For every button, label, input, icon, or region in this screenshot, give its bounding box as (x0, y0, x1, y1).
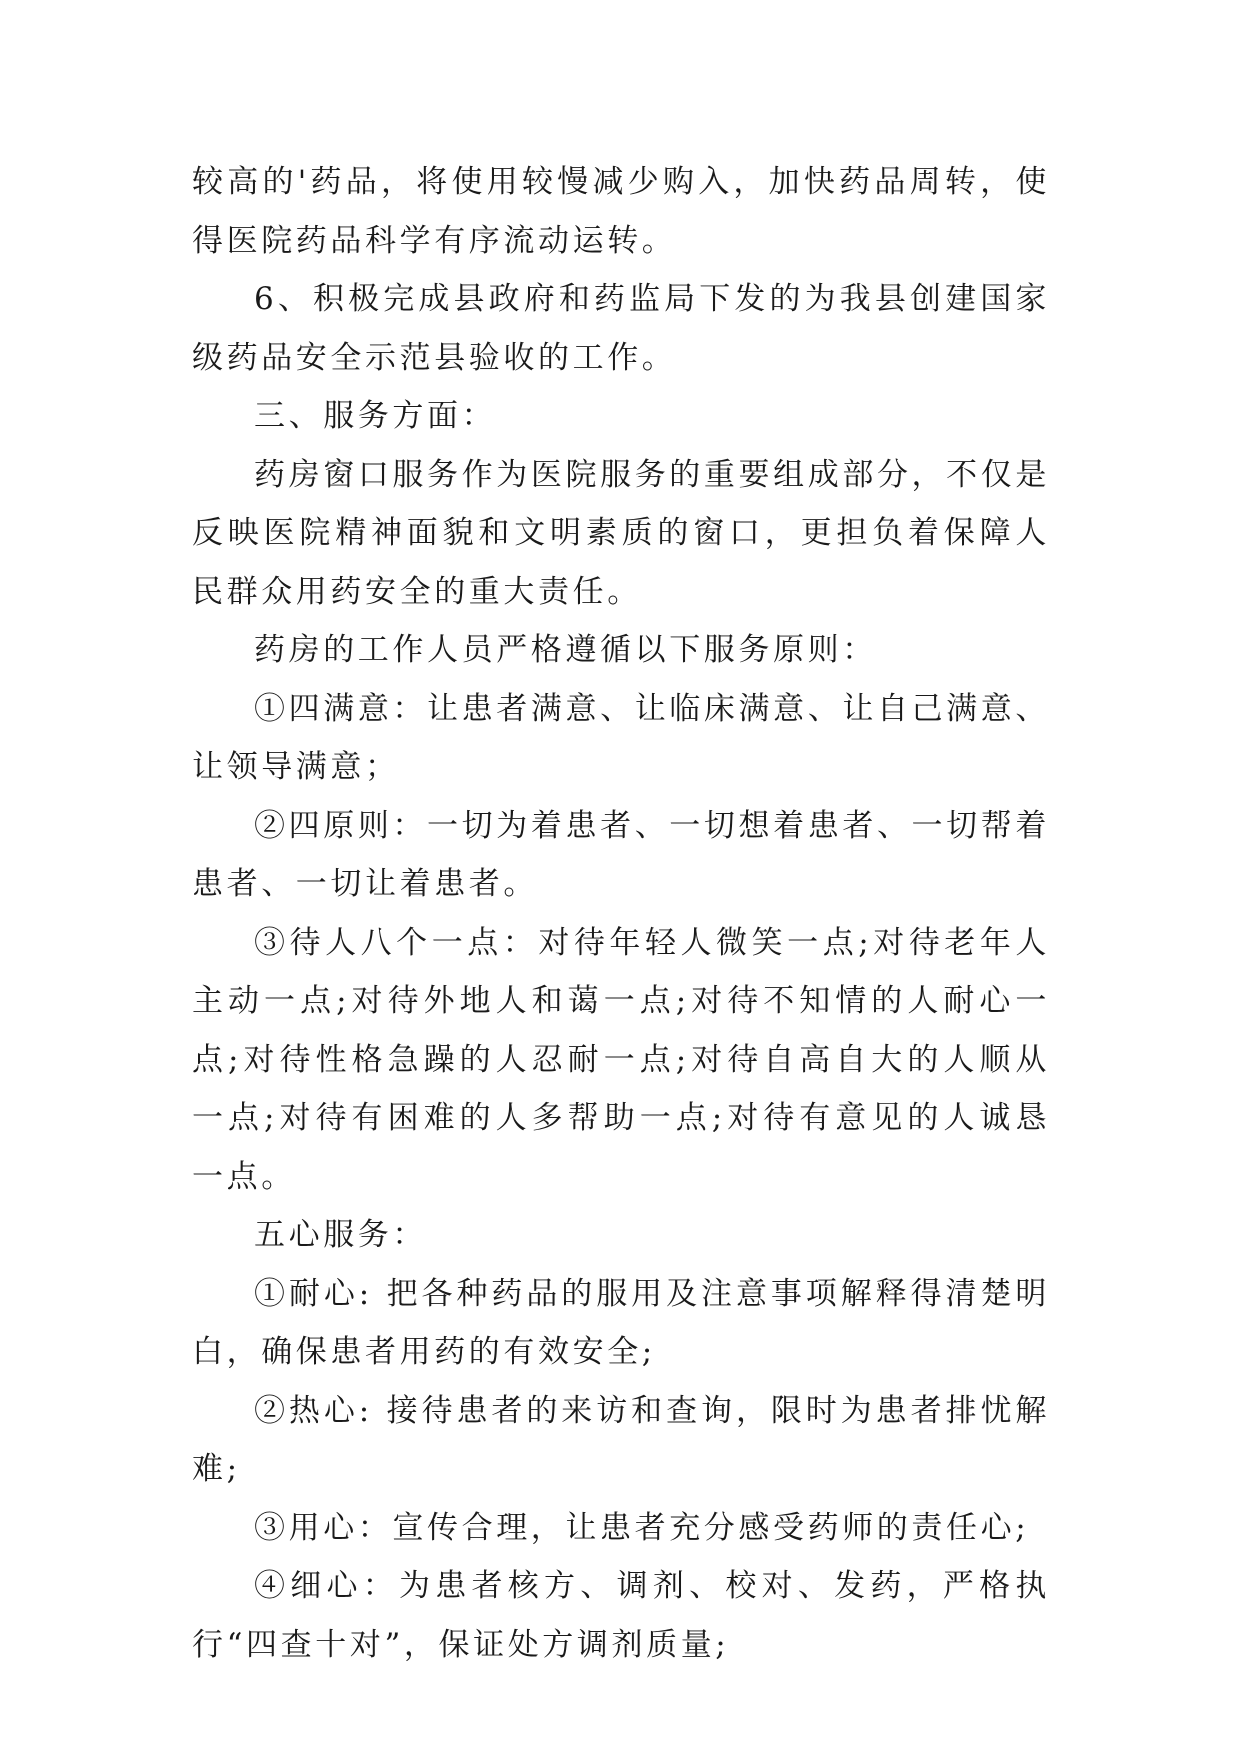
document-body (192, 153, 1050, 1674)
list-item-patience: ①耐心: 把各种药品的服用及注意事项解释得清楚明白，确保患者用药的有效安全; (192, 1275, 1050, 1370)
paragraph-service-principles: 药房的工作人员严格遵循以下服务原则： (254, 632, 877, 668)
paragraph-drug-turnover: 较高的'药品，将使用较慢减少购入，加快药品周转，使得医院药品科学有序流动运转。 (192, 164, 1050, 259)
list-item-dedication: ③用心：宣传合理，让患者充分感受药师的责任心; (254, 1509, 1030, 1546)
list-item-carefulness: ④细心：为患者核方、调剂、校对、发药，严格执行“四查十对”，保证处方调剂质量; (192, 1568, 1050, 1663)
list-item-four-principles: ②四原则：一切为着患者、一切想着患者、一切帮着患者、一切让着患者。 (192, 807, 1050, 902)
subheading-five-hearts: 五心服务： (254, 1217, 427, 1253)
list-item-four-satisfactions: ①四满意：让患者满意、让临床满意、让自己满意、让领导满意； (192, 690, 1050, 785)
list-item-eight-points: ③待人八个一点：对待年轻人微笑一点;对待老年人主动一点;对待外地人和蔼一点;对待不知情的人耐心一点;对待性格急躁的人忍耐一点;对待自高自大的人顺从一点;对待有困难的人多帮助一点;对待有意见的人诚恳一点。 (192, 924, 1050, 1195)
list-item-warmth: ②热心: 接待患者的来访和查询，限时为患者排忧解难; (192, 1392, 1050, 1487)
paragraph-item-6: 6、积极完成县政府和药监局下发的为我县创建国家级药品安全示范县验收的工作。 (192, 281, 1050, 376)
paragraph-pharmacy-window: 药房窗口服务作为医院服务的重要组成部分，不仅是反映医院精神面貌和文明素质的窗口，更担负着保障人民群众用药安全的重大责任。 (192, 456, 1050, 610)
section-heading-service: 三、服务方面： (254, 398, 497, 434)
